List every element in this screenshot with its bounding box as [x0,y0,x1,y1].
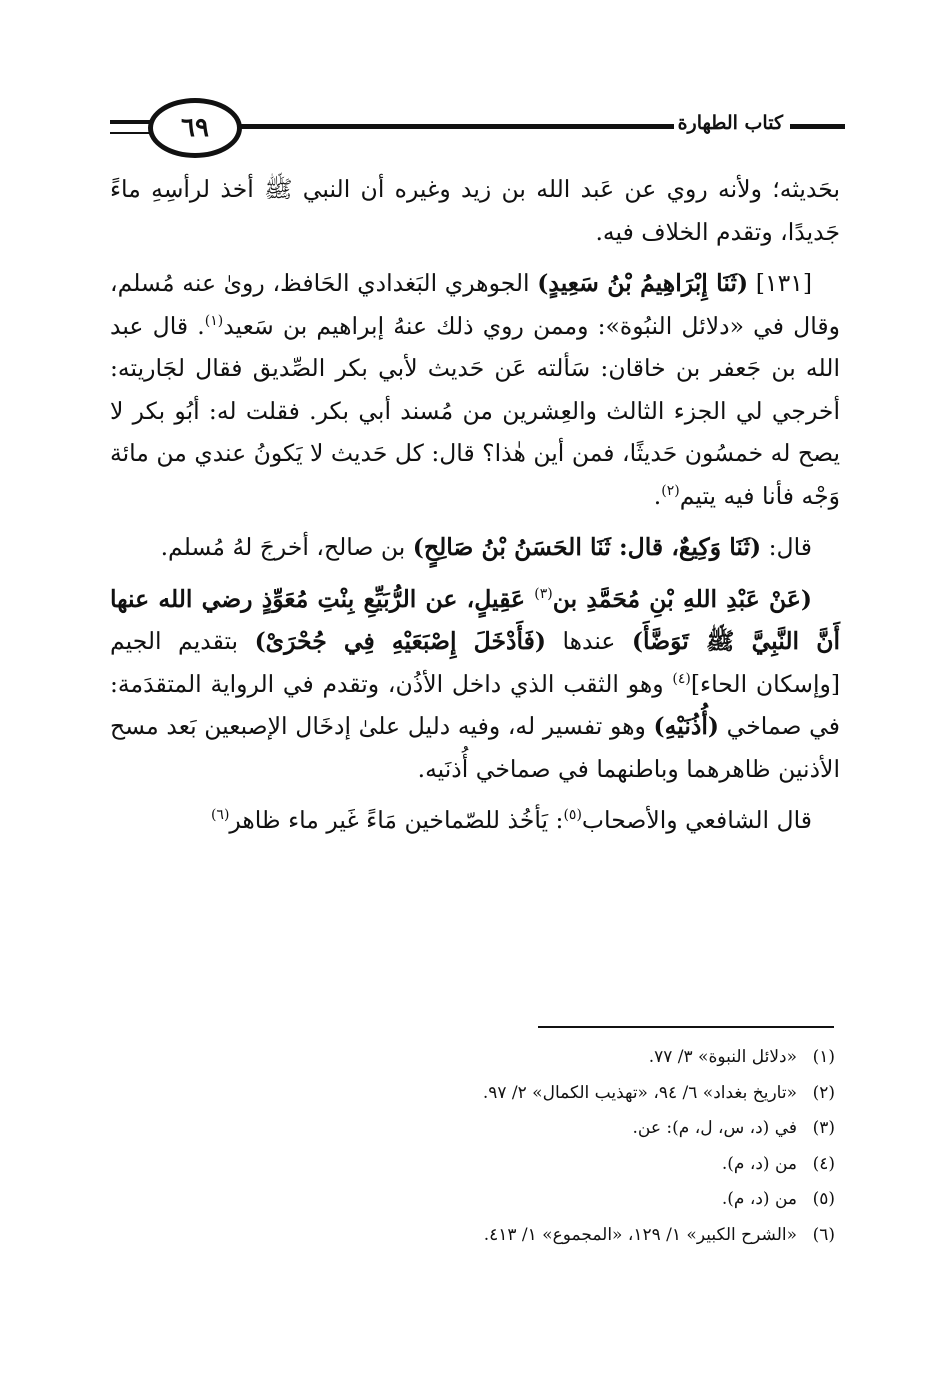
commentary-text: بتقديم الجيم [وإسكان الحاء] [110,627,840,698]
header-rule-right-end [790,124,845,129]
hadith-chain-text: (ثَنَا إِبْرَاهِيمُ بْنُ سَعِيدٍ) [537,269,749,297]
footnote-ref-4: (٤) [672,670,691,687]
commentary-text: الجوهري البَغدادي الحَافظ، روىٰ عنه مُسلم، وقال في «دلائل النبُوة»: وممن روي ذلك عنهُ إبراهيم بن سَعيد [110,269,840,340]
paragraph-2 [110,262,840,517]
page-header [110,98,845,158]
footnote-ref-5: (٥) [563,807,582,824]
commentary-text: : يَأخُذ للصّماخين مَاءً غَير ماء ظاهر [229,806,564,834]
footnote-number: (١) [812,1047,835,1067]
footnotes [135,1040,835,1253]
footnote-number: (٥) [812,1189,835,1209]
commentary-text: بن صالح، أخرجَ لهُ مُسلم. [160,533,413,561]
footnote-item [135,1218,835,1254]
footnote-item [135,1147,835,1183]
footnote-number: (٢) [812,1082,835,1103]
footnote-number: (٣) [812,1118,835,1138]
footnote-text: في (د، س، ل، م): عن. [632,1118,797,1138]
paragraph-1 [110,168,840,253]
paragraph-5 [110,799,840,842]
punctuation: . [653,481,662,510]
hadith-text: (فَأَدْخَلَ إِصْبَعَيْهِ فِي جُحْرَىْ) [254,627,546,655]
footnote-text: من (د، م). [721,1189,797,1209]
footnote-item [135,1111,835,1147]
hadith-chain-text: (ثَنَا وَكِيعٌ، قال: ثَنَا الحَسَنُ بْنُ صَالِحٍ) [412,533,762,561]
entry-number: [١٣١] [748,269,813,297]
footnote-text: «تاريخ بغداد» ٦/ ٩٤، «تهذيب الكمال» ٢/ ٩٧. [482,1082,797,1103]
commentary-text: عندها [545,627,632,655]
footnote-ref-1: (١) [204,312,224,329]
footnote-ref-3: (٣) [534,585,553,602]
main-text [110,168,840,851]
page-number: ٦٩ [148,98,242,158]
footnote-number: (٤) [812,1153,835,1174]
footnote-item [135,1076,835,1112]
footnote-ref-2: (٢) [661,482,680,499]
footnote-item [135,1182,835,1218]
footnote-separator [538,1026,834,1028]
hadith-text: (أُذُنَيْهِ) [653,712,720,740]
hadith-text: (عَنْ عَبْدِ اللهِ بْنِ مُحَمَّدِ بن [552,584,812,613]
footnote-item [135,1040,835,1076]
footnote-number: (٦) [812,1224,835,1245]
commentary-text: وهو الثقب الذي داخل الأذُن، وتقدم في الرواية المتقدَمة: في صماخي [110,669,840,740]
commentary-text: قال الشافعي والأصحاب [581,806,812,834]
commentary-text: قال: [761,533,812,561]
footnote-text: «الشرح الكبير» ١/ ١٢٩، «المجموع» ١/ ٤١٣. [483,1224,797,1245]
footnote-ref-6: (٦) [210,807,230,824]
footnote-text: من (د، م). [721,1153,797,1174]
book-title: كتاب الطهارة [674,112,787,134]
paragraph-1-text: بحَديثه؛ ولأنه روي عن عَبد الله بن زيد وغيره أن النبي ﷺ أخذ لرأسِهِ ماءً جَديدًا، وتقدم الخلاف فيه. [110,175,840,246]
commentary-text: . قال عبد الله بن جَعفر بن خاقان: سَألته عَن حَديث لأبي بكر الصِّديق فقال لجَاريته: أخرجي لي الجزء الثالث والعِشرين من مُسند أبي بكر. فقلت له: أبُو بكر لا يصح له خمسُون حَديثًا، فمن أين هٰذا؟ قال: كل حَديث لا يَكونُ عندي من مائة وَجْه فأنا فيه يتيم [110,311,840,510]
paragraph-4 [110,578,840,791]
footnote-text: «دلائل النبوة» ٣/ ٧٧. [648,1047,797,1067]
commentary-text: وهو تفسير له، وفيه دليل علىٰ إدخَال الإصبعين بَعد مسح الأذنين ظاهرهما وباطنهما في صماخي أُذنَيه. [110,712,840,783]
paragraph-3 [110,526,840,569]
hadith-text: عَقِيلٍ، عن الرُّبَيِّعِ بِنْتِ مُعَوِّذٍ رضي الله عنها أَنَّ النَّبِيَّ ﷺ تَوَضَّأَ) [110,584,840,655]
